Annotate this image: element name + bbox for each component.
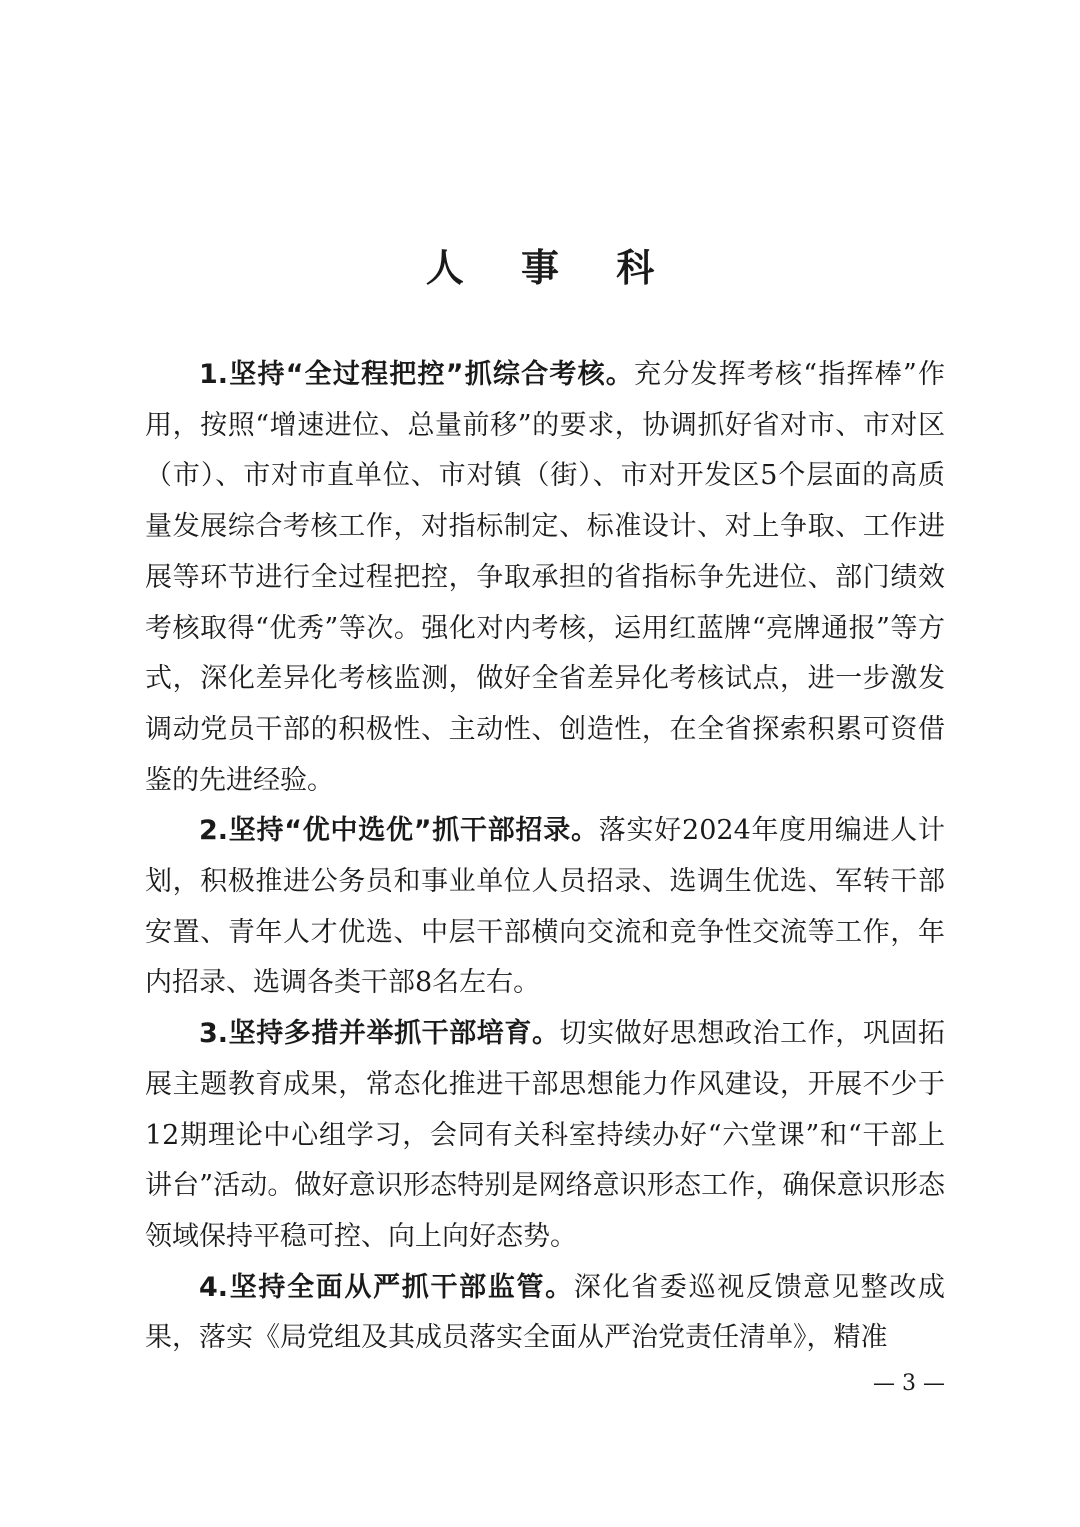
- paragraph-1-text: 充分发挥考核“指挥棒”作用，按照“增速进位、总量前移”的要求，协调抓好省对市、市对区（市）、市对市直单位、市对镇（街）、市对开发区5个层面的高质量发展综合考核工作，对指标制定、标准设计、对上争取、工作进展等环节进行全过程把控，争取承担的省指标争先进位、部门绩效考核取得“优秀”等次。强化对内考核，运用红蓝牌“亮牌通报”等方式，深化差异化考核监测，做好全省差异化考核试点，进一步激发调动党员干部的积极性、主动性、创造性，在全省探索积累可资借鉴的先进经验。: [145, 359, 945, 796]
- paragraph-4-heading: 4.坚持全面从严抓干部监管。: [199, 1271, 574, 1303]
- section-title: 人 事 科: [425, 246, 677, 290]
- paragraph-3-text: 切实做好思想政治工作，巩固拓展主题教育成果，常态化推进干部思想能力作风建设，开展不少于12期理论中心组学习，会同有关科室持续办好“六堂课”和“干部上讲台”活动。做好意识形态特别是网络意识形态工作，确保意识形态领域保持平稳可控、向上向好态势。: [145, 1018, 946, 1252]
- paragraph-2: [145, 806, 945, 1009]
- paragraph-1: [145, 350, 945, 806]
- page-number: — 3 —: [873, 1371, 945, 1396]
- paragraph-2-text: 落实好2024年度用编进人计划，积极推进公务员和事业单位人员招录、选调生优选、军转干部安置、青年人才优选、中层干部横向交流和竞争性交流等工作，年内招录、选调各类干部8名左右。: [145, 815, 945, 999]
- document-body: [145, 350, 945, 1364]
- paragraph-2-heading: 2.坚持“优中选优”抓干部招录。: [199, 815, 599, 847]
- paragraph-3: [145, 1009, 945, 1263]
- paragraph-4-text: 深化省委巡视反馈意见整改成果，落实《局党组及其成员落实全面从严治党责任清单》，精准: [145, 1271, 945, 1354]
- paragraph-4: [145, 1263, 945, 1364]
- paragraph-1-heading: 1.坚持“全过程把控”抓综合考核。: [199, 359, 634, 390]
- paragraph-3-heading: 3.坚持多措并举抓干部培育。: [199, 1018, 560, 1050]
